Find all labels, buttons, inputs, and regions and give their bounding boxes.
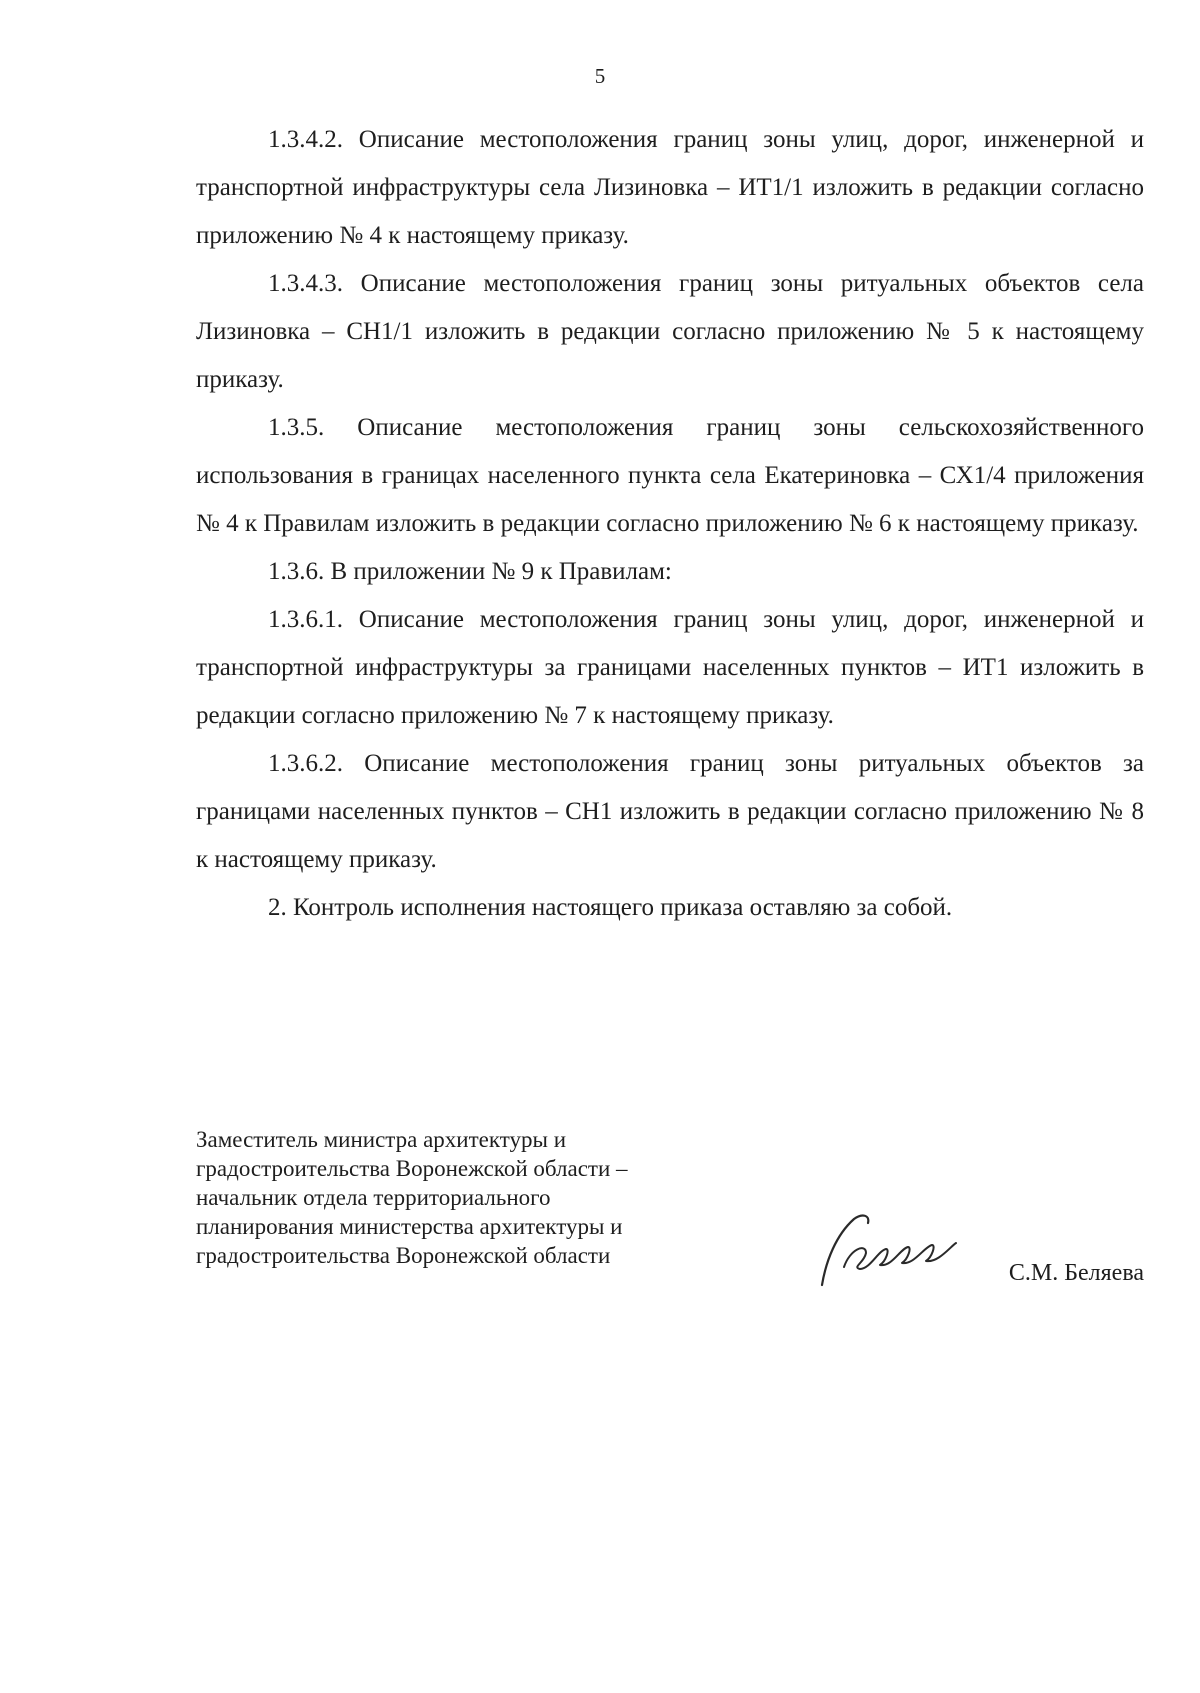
signer-title: Заместитель министра архитектуры и градостроительства Воронежской области – начальник отдела территориального планирования министерства архитектуры и градостроительства Воронежской области [196, 1127, 628, 1268]
paragraph-1-3-6-1: 1.3.6.1. Описание местоположения границ зоны улиц, дорог, инженерной и транспортной инфраструктуры за границами населенных пунктов – ИТ1 изложить в редакции согласно приложению № 7 к настоящему приказу. [196, 606, 1144, 729]
paragraph-1-3-5: 1.3.5. Описание местоположения границ зоны сельскохозяйственного использования в границах населенного пункта села Екатериновка – СХ1/4 приложения № 4 к Правилам изложить в редакции согласно приложению № 6 к настоящему приказу. [196, 414, 1144, 537]
page-number: 5 [594, 64, 606, 88]
signature-block [196, 1125, 1144, 1305]
signer-name: С.М. Беляева [1008, 1260, 1144, 1286]
paragraph-1-3-6: 1.3.6. В приложении № 9 к Правилам: [268, 558, 672, 585]
paragraph-2: 2. Контроль исполнения настоящего приказа оставляю за собой. [268, 894, 953, 921]
paragraph-1-3-4-2: 1.3.4.2. Описание местоположения границ зоны улиц, дорог, инженерной и транспортной инфраструктуры села Лизиновка – ИТ1/1 изложить в редакции согласно приложению № 4 к настоящему приказу. [196, 126, 1144, 249]
document-body [196, 116, 1144, 932]
paragraph-1-3-6-2: 1.3.6.2. Описание местоположения границ зоны ритуальных объектов за границами населенных пунктов – СН1 изложить в редакции согласно приложению № 8 к настоящему приказу. [196, 750, 1144, 873]
paragraph-1-3-4-3: 1.3.4.3. Описание местоположения границ зоны ритуальных объектов села Лизиновка – СН1/1 изложить в редакции согласно приложению № 5 к настоящему приказу. [196, 270, 1144, 393]
handwritten-signature [804, 1209, 994, 1289]
